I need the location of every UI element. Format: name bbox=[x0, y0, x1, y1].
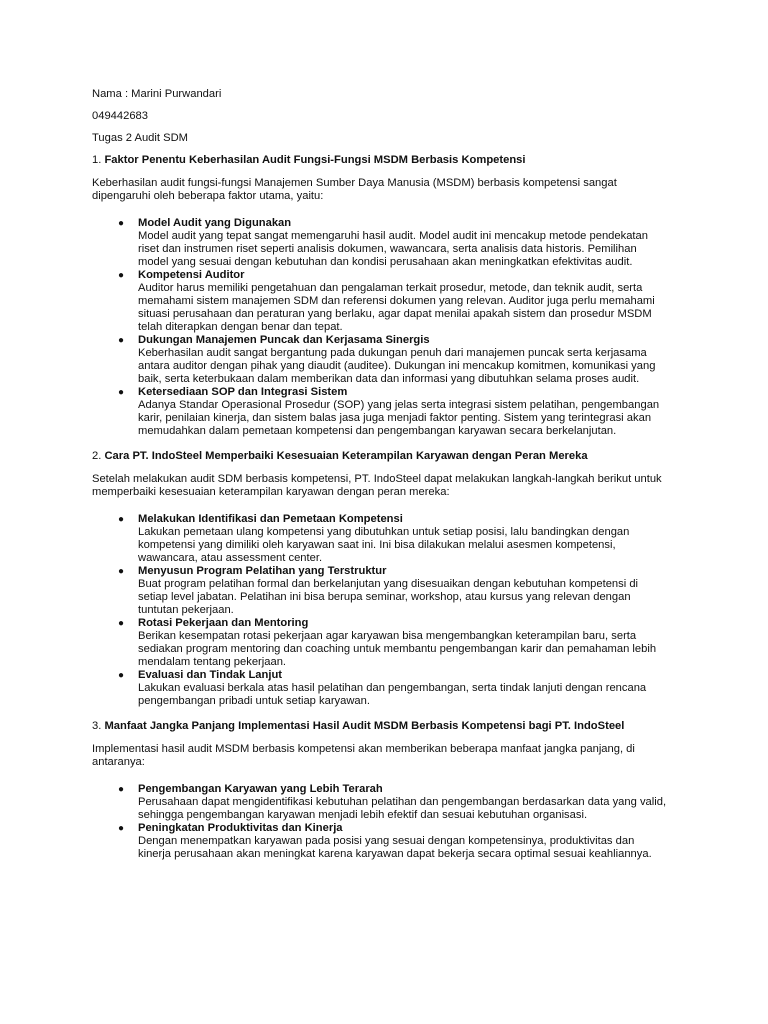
section-intro: Setelah melakukan audit SDM berbasis kompetensi, PT. IndoSteel dapat melakukan langkah-langkah berikut untuk memperbaiki kesesuaian keterampilan karyawan dengan peran mereka: bbox=[92, 473, 662, 498]
item-title: Peningkatan Produktivitas dan Kinerja bbox=[138, 822, 343, 834]
item-body: Keberhasilan audit sangat bergantung pada dukungan penuh dari manajemen puncak serta kerjasama antara auditor dengan pihak yang diaudit (auditee). Dukungan ini mencakup komitmen, komunikasi yang baik, serta keterbukaan dalam memberikan data dan informasi yang dibutuhkan selama proses audit. bbox=[138, 347, 656, 385]
list-item bbox=[92, 217, 668, 269]
bullet-icon: ● bbox=[118, 823, 125, 834]
item-title: Kompetensi Auditor bbox=[138, 269, 245, 281]
item-body: Lakukan pemetaan ulang kompetensi yang dibutuhkan untuk setiap posisi, lalu bandingkan dengan kompetensi yang dimiliki oleh karyawan saat ini. Ini bisa dilakukan melalui asesmen kompetensi, wawancara, atau assessment center. bbox=[138, 526, 630, 564]
item-body: Berikan kesempatan rotasi pekerjaan agar karyawan bisa mengembangkan keterampilan baru, serta sediakan program mentoring dan coaching untuk membantu pengembangan karir dan pemahaman lebih mendalam tentang pekerjaan. bbox=[138, 630, 657, 668]
list-item bbox=[92, 334, 668, 386]
section-number: 2. bbox=[92, 450, 102, 462]
item-body: Buat program pelatihan formal dan berkelanjutan yang disesuaikan dengan kebutuhan kompetensi di setiap level jabatan. Pelatihan ini bisa berupa seminar, workshop, atau kursus yang relevan dengan tuntutan pekerjaan. bbox=[138, 578, 639, 616]
bullet-icon: ● bbox=[118, 387, 125, 398]
section-title: Manfaat Jangka Panjang Implementasi Hasil Audit MSDM Berbasis Kompetensi bagi PT. IndoSteel bbox=[104, 720, 625, 732]
task-title: Tugas 2 Audit SDM bbox=[92, 132, 188, 144]
section-number: 3. bbox=[92, 720, 102, 732]
list-item bbox=[92, 669, 668, 708]
bullet-list bbox=[92, 217, 668, 438]
section-title: Cara PT. IndoSteel Memperbaiki Kesesuaian Keterampilan Karyawan dengan Peran Mereka bbox=[104, 450, 588, 462]
item-body: Auditor harus memiliki pengetahuan dan pengalaman terkait prosedur, metode, dan teknik audit, serta memahami sistem manajemen SDM dan referensi dokumen yang relevan. Auditor juga perlu memahami situasi perusahaan dan peraturan yang berlaku, agar dapat menilai apakah sistem dan prosedur MSDM telah diterapkan dengan benar dan tepat. bbox=[138, 282, 655, 333]
item-body: Model audit yang tepat sangat memengaruhi hasil audit. Model audit ini mencakup metode pendekatan riset dan instrumen riset seperti analisis dokumen, wawancara, serta analisis data historis. Pemilihan model yang sesuai dengan kebutuhan dan kondisi perusahaan akan meningkatkan efektivitas audit. bbox=[138, 230, 648, 268]
item-title: Dukungan Manajemen Puncak dan Kerjasama Sinergis bbox=[138, 334, 430, 346]
item-title: Model Audit yang Digunakan bbox=[138, 217, 292, 229]
bullet-icon: ● bbox=[118, 566, 125, 577]
student-id: 049442683 bbox=[92, 110, 148, 122]
bullet-list bbox=[92, 783, 668, 861]
item-body: Perusahaan dapat mengidentifikasi kebutuhan pelatihan dan pengembangan berdasarkan data yang valid, sehingga pengembangan karyawan menjadi lebih efektif dan sesuai kebutuhan organisasi. bbox=[138, 796, 667, 821]
list-item bbox=[92, 822, 668, 861]
section-heading bbox=[92, 720, 668, 733]
list-item bbox=[92, 565, 668, 617]
list-item bbox=[92, 269, 668, 334]
item-title: Ketersediaan SOP dan Integrasi Sistem bbox=[138, 386, 348, 398]
bullet-icon: ● bbox=[118, 270, 125, 281]
item-title: Rotasi Pekerjaan dan Mentoring bbox=[138, 617, 309, 629]
item-title: Pengembangan Karyawan yang Lebih Terarah bbox=[138, 783, 383, 795]
bullet-icon: ● bbox=[118, 670, 125, 681]
sections bbox=[92, 154, 668, 861]
bullet-icon: ● bbox=[118, 784, 125, 795]
section-number: 1. bbox=[92, 154, 102, 166]
list-item bbox=[92, 513, 668, 565]
item-title: Melakukan Identifikasi dan Pemetaan Kompetensi bbox=[138, 513, 403, 525]
section-title: Faktor Penentu Keberhasilan Audit Fungsi-Fungsi MSDM Berbasis Kompetensi bbox=[104, 154, 526, 166]
bullet-list bbox=[92, 513, 668, 708]
list-item bbox=[92, 386, 668, 438]
item-body: Lakukan evaluasi berkala atas hasil pelatihan dan pengembangan, serta tindak lanjuti dengan rencana pengembangan pribadi untuk setiap karyawan. bbox=[138, 682, 647, 707]
bullet-icon: ● bbox=[118, 218, 125, 229]
bullet-icon: ● bbox=[118, 514, 125, 525]
student-name: Nama : Marini Purwandari bbox=[92, 88, 222, 100]
section-intro: Implementasi hasil audit MSDM berbasis kompetensi akan memberikan beberapa manfaat jangka panjang, di antaranya: bbox=[92, 743, 635, 768]
item-body: Dengan menempatkan karyawan pada posisi yang sesuai dengan kompetensinya, produktivitas dan kinerja perusahaan akan meningkat karena karyawan dapat bekerja secara optimal sesuai keahliannya. bbox=[138, 835, 652, 860]
item-body: Adanya Standar Operasional Prosedur (SOP) yang jelas serta integrasi sistem pelatihan, pengembangan karir, penilaian kinerja, dan sistem balas jasa juga menjadi faktor penting. Sistem yang terintegrasi akan memudahkan dalam pemetaan kompetensi dan pengembangan karyawan secara berkelanjutan. bbox=[138, 399, 660, 437]
section-intro: Keberhasilan audit fungsi-fungsi Manajemen Sumber Daya Manusia (MSDM) berbasis kompetensi sangat dipengaruhi oleh beberapa faktor utama, yaitu: bbox=[92, 177, 617, 202]
list-item bbox=[92, 617, 668, 669]
bullet-icon: ● bbox=[118, 335, 125, 346]
bullet-icon: ● bbox=[118, 618, 125, 629]
section-heading bbox=[92, 450, 668, 463]
item-title: Menyusun Program Pelatihan yang Terstruktur bbox=[138, 565, 387, 577]
item-title: Evaluasi dan Tindak Lanjut bbox=[138, 669, 283, 681]
list-item bbox=[92, 783, 668, 822]
section-heading bbox=[92, 154, 668, 167]
